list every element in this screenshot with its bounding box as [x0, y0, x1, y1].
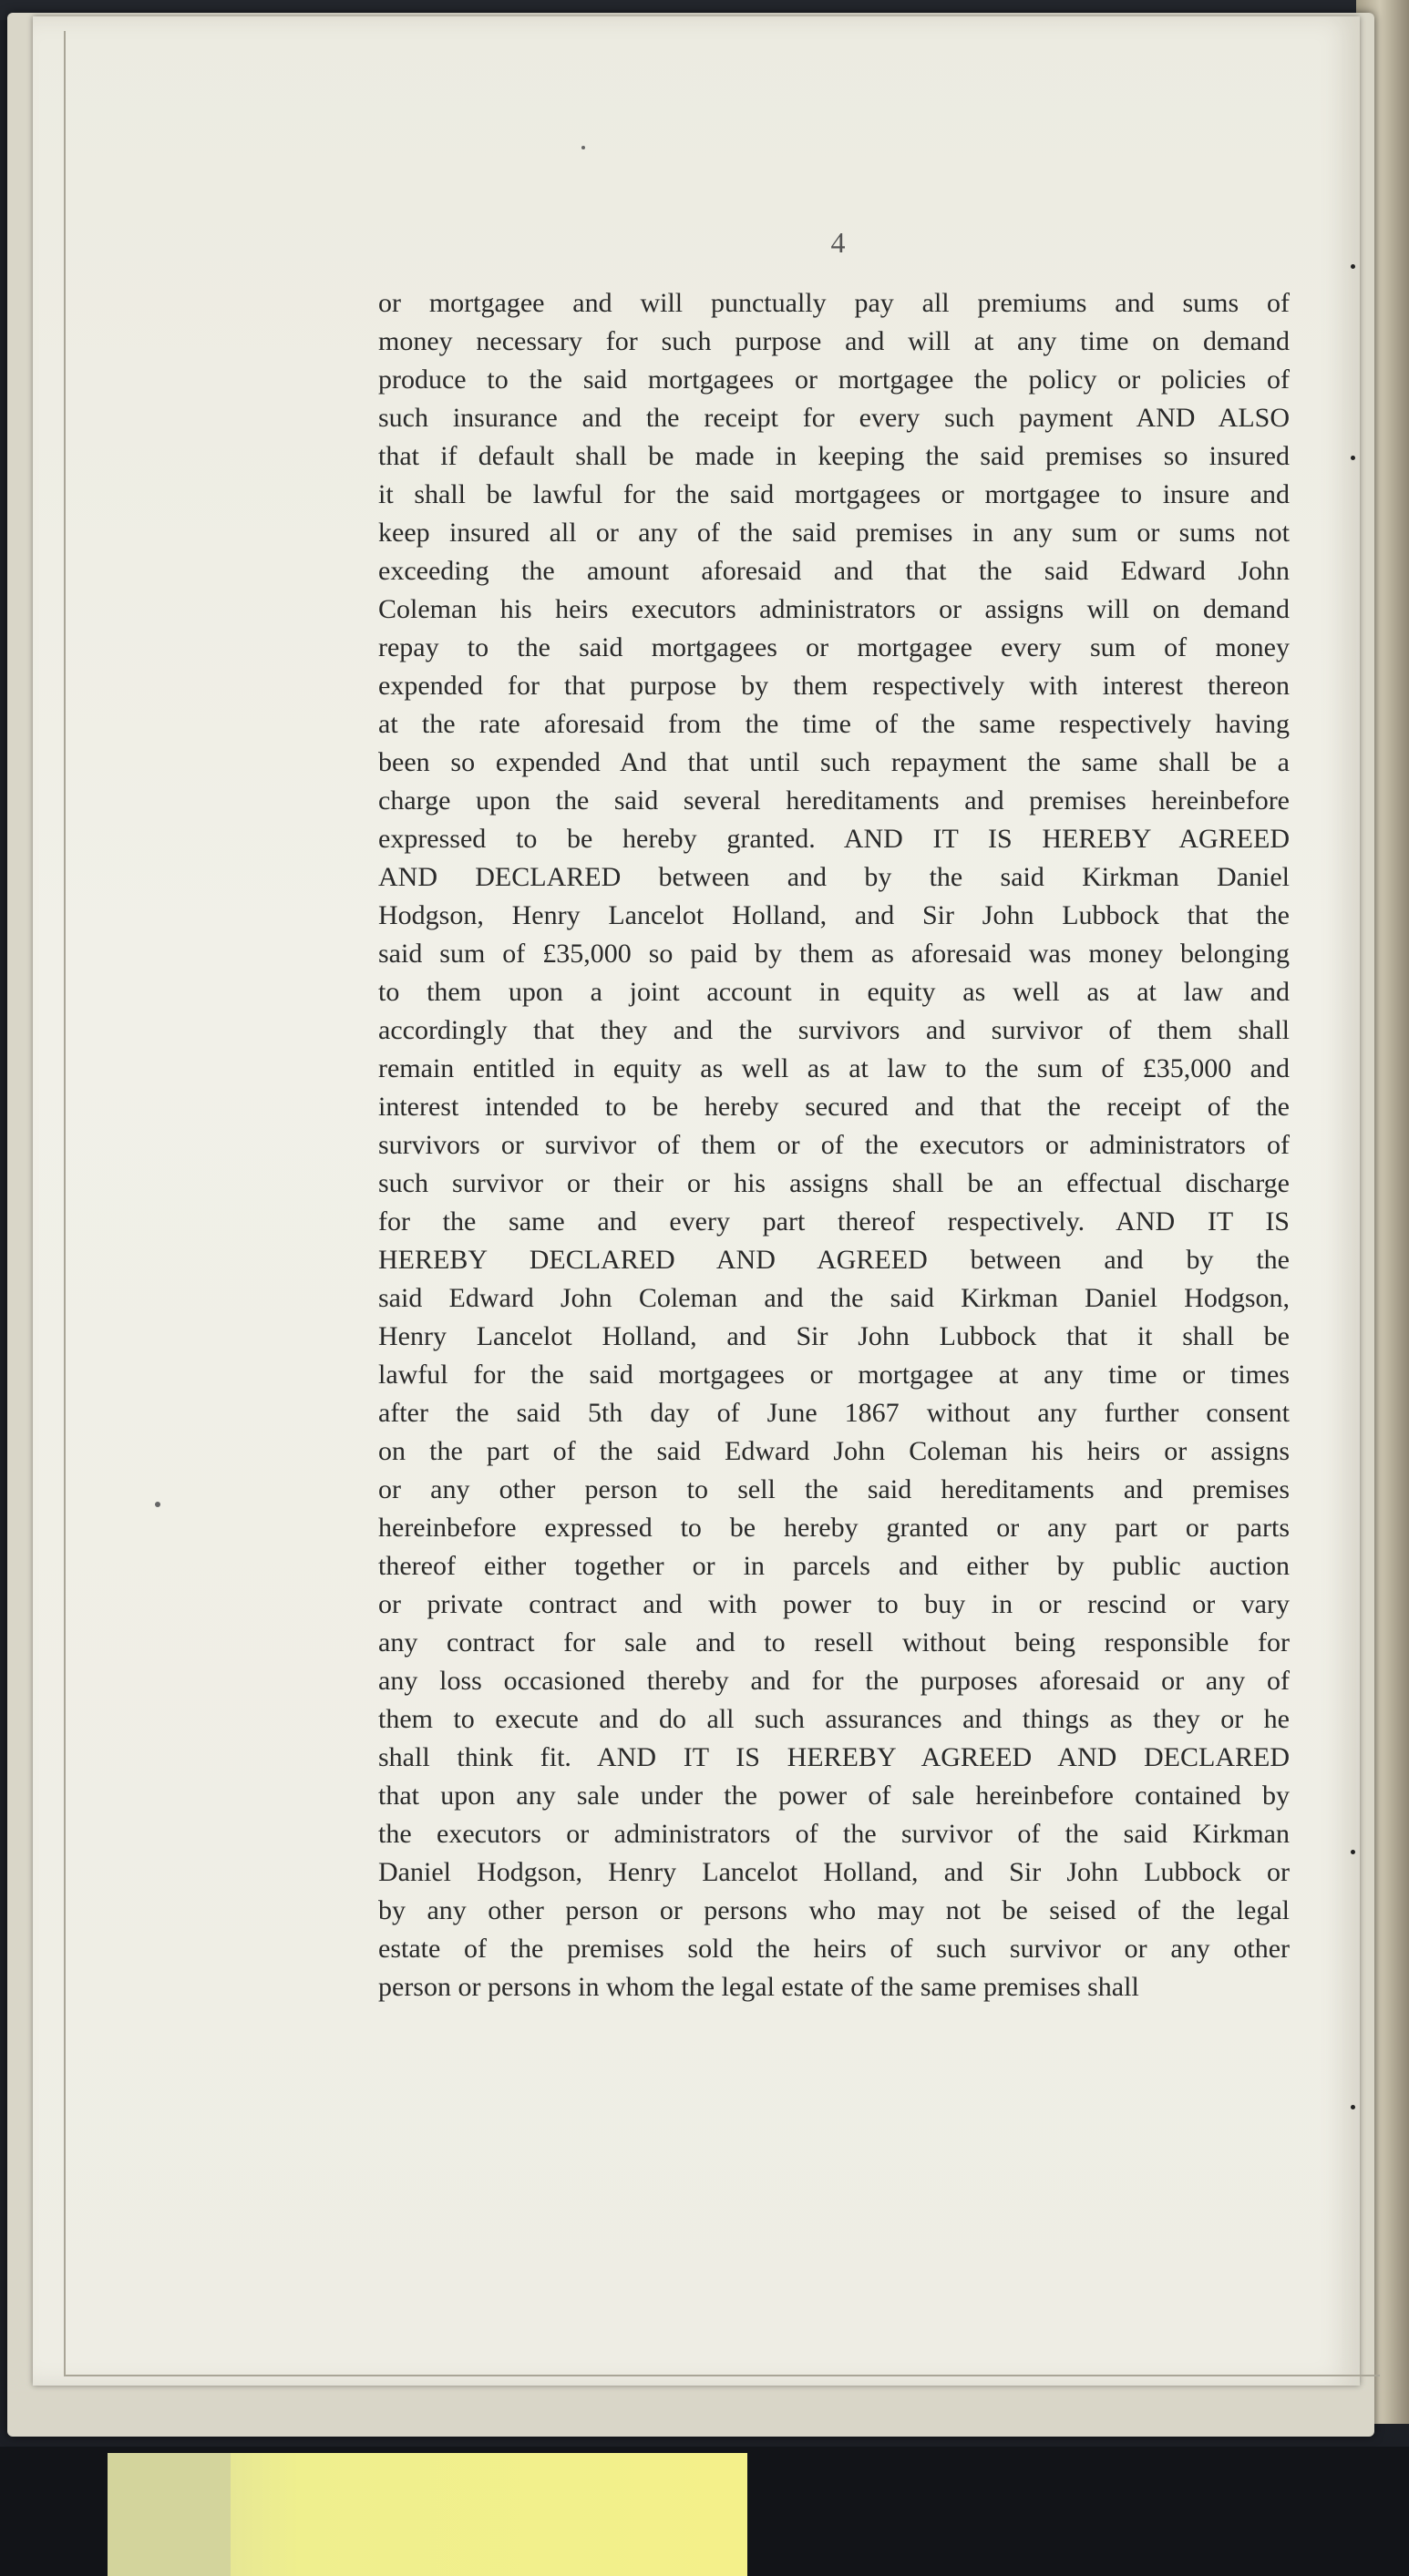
text-line: that upon any sale under the power of sale hereinbefore contained by — [378, 1781, 1290, 1811]
speck — [155, 1502, 160, 1507]
text-line: interest intended to be hereby secured and that the receipt of the — [378, 1092, 1290, 1122]
text-line: keep insured all or any of the said premises in any sum or sums not — [378, 518, 1290, 548]
text-line: said sum of £35,000 so paid by them as aforesaid was money belonging — [378, 939, 1290, 969]
text-line: by any other person or persons who may not be seised of the legal — [378, 1895, 1290, 1925]
text-line: exceeding the amount aforesaid and that the said Edward John — [378, 556, 1290, 586]
speck — [1351, 1850, 1355, 1854]
text-line: Henry Lancelot Holland, and Sir John Lubbock that it shall be — [378, 1321, 1290, 1351]
text-line: Coleman his heirs executors administrators or assigns will on demand — [378, 594, 1290, 624]
text-line: been so expended And that until such repayment the same shall be a — [378, 747, 1290, 777]
text-line: the executors or administrators of the survivor of the said Kirkman — [378, 1819, 1290, 1849]
text-line: remain entitled in equity as well as at law to the sum of £35,000 and — [378, 1053, 1290, 1083]
text-line: for the same and every part thereof respectively. AND IT IS — [378, 1206, 1290, 1237]
text-line: shall think fit. AND IT IS HEREBY AGREED AND DECLARED — [378, 1742, 1290, 1772]
text-line: Daniel Hodgson, Henry Lancelot Holland, and Sir John Lubbock or — [378, 1857, 1290, 1887]
text-line: or any other person to sell the said hereditaments and premises — [378, 1474, 1290, 1504]
text-line: hereinbefore expressed to be hereby granted or any part or parts — [378, 1513, 1290, 1543]
text-line: such insurance and the receipt for every such payment AND ALSO — [378, 403, 1290, 433]
text-line: Hodgson, Henry Lancelot Holland, and Sir John Lubbock that the — [378, 900, 1290, 930]
text-line: repay to the said mortgagees or mortgagee every sum of money — [378, 632, 1290, 662]
speck — [581, 146, 585, 149]
text-line: AND DECLARED between and by the said Kirkman Daniel — [378, 862, 1290, 892]
speck — [1351, 264, 1355, 269]
text-line: at the rate aforesaid from the time of the same respectively having — [378, 709, 1290, 739]
text-line: said Edward John Coleman and the said Kirkman Daniel Hodgson, — [378, 1283, 1290, 1313]
text-line: produce to the said mortgagees or mortgagee the policy or policies of — [378, 364, 1290, 395]
text-line: thereof either together or in parcels and either by public auction — [378, 1551, 1290, 1581]
text-line: to them upon a joint account in equity as well as at law and — [378, 977, 1290, 1007]
text-line: money necessary for such purpose and will at any time on demand — [378, 326, 1290, 356]
text-line: it shall be lawful for the said mortgagees or mortgagee to insure and — [378, 479, 1290, 509]
text-line: or mortgagee and will punctually pay all premiums and sums of — [378, 288, 1290, 318]
text-line: such survivor or their or his assigns shall be an effectual discharge — [378, 1168, 1290, 1198]
text-line: survivors or survivor of them or of the executors or administrators of — [378, 1130, 1290, 1160]
text-line: expended for that purpose by them respectively with interest thereon — [378, 671, 1290, 701]
text-line: after the said 5th day of June 1867 without any further consent — [378, 1398, 1290, 1428]
speck — [1351, 456, 1355, 460]
text-line: accordingly that they and the survivors and survivor of them shall — [378, 1015, 1290, 1045]
yellow-paper-tab-shade — [108, 2453, 231, 2576]
text-line: any loss occasioned thereby and for the purposes aforesaid or any of — [378, 1666, 1290, 1696]
text-line: any contract for sale and to resell without being responsible for — [378, 1627, 1290, 1657]
text-line: charge upon the said several hereditaments and premises hereinbefore — [378, 785, 1290, 816]
speck — [1351, 2105, 1355, 2109]
text-line: or private contract and with power to buy in or rescind or vary — [378, 1589, 1290, 1619]
text-line: them to execute and do all such assurances and things as they or he — [378, 1704, 1290, 1734]
text-line: HEREBY DECLARED AND AGREED between and by the — [378, 1245, 1290, 1275]
text-line: that if default shall be made in keeping the said premises so insured — [378, 441, 1290, 471]
text-line: on the part of the said Edward John Coleman his heirs or assigns — [378, 1436, 1290, 1466]
text-line: person or persons in whom the legal estate of the same premises shall — [378, 1972, 1139, 2002]
text-line: lawful for the said mortgagees or mortgagee at any time or times — [378, 1360, 1290, 1390]
body-text — [378, 284, 1290, 2006]
text-line: estate of the premises sold the heirs of such survivor or any other — [378, 1934, 1290, 1964]
text-line: expressed to be hereby granted. AND IT IS HEREBY AGREED — [378, 824, 1290, 854]
page-number: 4 — [830, 226, 847, 259]
